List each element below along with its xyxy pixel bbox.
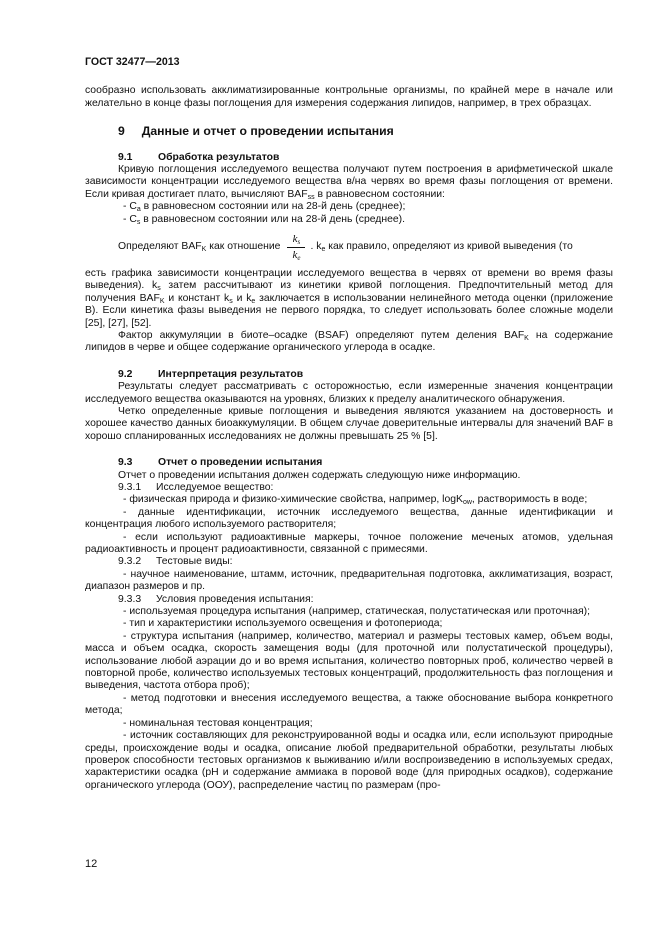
list-item: - если используют радиоактивные маркеры, точное положение меченых атомов, удельная радиоактивность и процент радиоактивности, связанной с примесями.	[85, 531, 613, 555]
section-9-heading	[118, 125, 613, 137]
paragraph-9-1-3: Фактор аккумуляции в биоте–осадке (BSAF) определяют путем деления $BAF_K$ на содержание липидов в черве и общее содержание органического углерода в осадке.	[85, 329, 613, 354]
list-item: - $C_s$ в равновесном состоянии или на 28-й день (среднее).	[123, 213, 405, 226]
list-item: - тип и характеристики используемого освещения и фотопериода;	[123, 618, 443, 630]
paragraph-9-1-2: есть графика зависимости концентрации исследуемого вещества в червях от времени во время фазы выведения). $k_s$ затем рассчитывают из кинетики кривой поглощения. Предпочтительный метод для получения $BAF_K$ и констант $k_s$ и $k_e$ заключается в использовании нелинейного метода оценки (приложение В). Если кинетика фазы выведения не первого порядка, то следует использовать более сложные модели [25], [27], [52].	[85, 267, 613, 329]
subsection-9-3-heading	[118, 457, 613, 469]
paragraph-9-2-2: Четко определенные кривые поглощения и выведения являются указанием на достоверность и хорошее качество данных биоаккумуляции. В общем случае доверительные интервалы для значений BAF в хорошо спланированных исследованиях не должны превышать 25 % [5].	[85, 405, 613, 442]
clause-9-3-2-heading: 9.3.2 Тестовые виды:	[118, 556, 233, 568]
subsection-title: Обработка результатов	[158, 151, 280, 163]
paragraph-9-3-intro: Отчет о проведении испытания должен содержать следующую ниже информацию.	[118, 469, 521, 481]
page-number: 12	[85, 858, 98, 870]
list-item: - научное наименование, штамм, источник, предварительная подготовка, акклиматизация, возраст, диапазон размеров и пр.	[85, 568, 613, 593]
subsection-number: 9.2	[118, 368, 133, 380]
list-item: - используемая процедура испытания (например, статическая, полустатическая или проточная);	[123, 606, 590, 618]
clause-9-3-1-heading: 9.3.1 Исследуемое вещество:	[118, 481, 274, 493]
standard-header: ГОСТ 32477—2013	[85, 56, 180, 68]
section-number: 9	[118, 124, 125, 139]
list-item: - источник составляющих для реконструированной воды и осадка или, если используют природные среды, происхождение воды и осадка, описание любой предварительной обработки, результаты любых проверок способности тестовых организмов к выживанию и/или воспроизведению в используемых средах, характеристики осадка (pH и содержание аммиака в поровой воде (для природных осадков), содержание органического углерода (ООУ), распределение частиц по размерам (про-	[85, 730, 613, 791]
subsection-title: Интерпретация результатов	[158, 368, 304, 380]
list-item: - данные идентификации, источник исследуемого вещества, данные идентификации и концентрация любого используемого растворителя;	[85, 506, 613, 531]
subsection-9-2-heading	[118, 369, 613, 381]
page-content	[85, 56, 613, 792]
list-item: - номинальная тестовая концентрация;	[123, 717, 313, 729]
subsection-title: Отчет о проведении испытания	[158, 457, 323, 469]
list-item: - $C_a$ в равновесном состоянии или на 28-й день (среднее);	[123, 201, 406, 214]
subsection-9-1-heading	[118, 152, 613, 164]
list-item: - структура испытания (например, количество, материал и размеры тестовых камер, объем воды, масса и объем осадка, скорость замещения воды (для проточной или полустатической процедуры), использование любой аэрации до и во время испытания, количество повторных проб, количество червей в повторной пробе, количество используемых тестовых концентраций, продолжительность фаз поглощения и выведения, частота отбора проб);	[85, 630, 613, 692]
list-item: - метод подготовки и внесения исследуемого вещества, а также обоснование выбора конкретного метода;	[85, 692, 613, 717]
paragraph-9-1-1: Кривую поглощения исследуемого вещества получают путем построения в арифметической шкале зависимости концентрации исследуемого вещества в/на червях во время фазы поглощения от времени. Если кривая достигает плато, вычисляют $BAF_{ss}$ в равновесном состоянии:	[85, 164, 613, 201]
paragraph-9-2-1: Результаты следует рассматривать с осторожностью, если измеренные значения концентрации исследуемого вещества оказываются на уровнях, близких к пределу аналитического обнаружения.	[85, 381, 613, 405]
list-item: - физическая природа и физико-химические свойства, например, logK$_{ow}$, растворимость в воде;	[123, 494, 588, 507]
subsection-number: 9.3	[118, 457, 133, 469]
subsection-number: 9.1	[118, 151, 133, 163]
clause-9-3-3-heading: 9.3.3 Условия проведения испытания:	[118, 593, 314, 605]
formula-line: Определяют $BAF_K$ как отношение $\frac{k_s}{k_e}$ . $k_e$ как правило, определяют из кривой выведения (то	[118, 233, 573, 263]
fraction-formula: $\frac{k_s}{k_e}$	[287, 233, 305, 262]
section-title: Данные и отчет о проведении испытания	[141, 124, 394, 139]
intro-paragraph: сообразно использовать акклиматизированные контрольные организмы, по крайней мере в начале или желательно в конце фазы поглощения для измерения содержания липидов, например, в трех образцах.	[85, 85, 613, 109]
